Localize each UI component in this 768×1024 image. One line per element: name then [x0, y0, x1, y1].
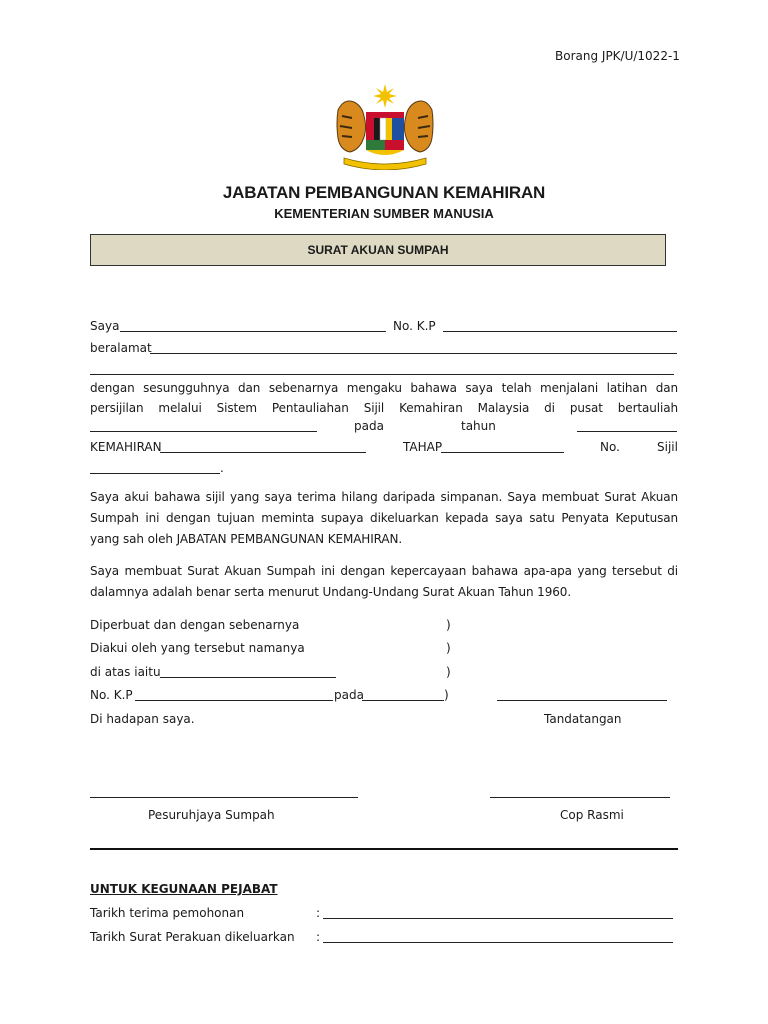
form-title: SURAT AKUAN SUMPAH: [307, 243, 449, 257]
sign-date-field[interactable]: [362, 700, 444, 701]
commissioner-signature-field[interactable]: [90, 797, 358, 798]
pesuruhjaya-label: Pesuruhjaya Sumpah: [148, 808, 275, 822]
training-centre-field[interactable]: [90, 431, 317, 432]
address-field-2[interactable]: [90, 374, 674, 375]
department-title: JABATAN PEMBANGUNAN KEMAHIRAN: [222, 183, 546, 202]
diakui-label: Diakui oleh yang tersebut namanya: [90, 641, 305, 655]
place-field[interactable]: [160, 677, 336, 678]
tahun-label: tahun: [461, 419, 496, 433]
no-kp-label: No. K.P: [393, 319, 436, 333]
tandatangan-label: Tandatangan: [544, 712, 622, 726]
year-field[interactable]: [577, 431, 677, 432]
form-code: Borang JPK/U/1022-1: [555, 49, 680, 63]
no-label: No.: [600, 440, 620, 454]
di-hadapan-label: Di hadapan saya.: [90, 712, 195, 726]
date-received-label: Tarikh terima pemohonan: [90, 906, 245, 920]
kemahiran-label: KEMAHIRAN: [90, 440, 162, 454]
period-mark: .: [220, 461, 224, 475]
colon-2: :: [316, 930, 321, 944]
skill-field[interactable]: [160, 452, 366, 453]
form-title-box: [90, 234, 666, 266]
declaration-paragraph: dengan sesungguhnya dan sebenarnya mengaku bahawa saya telah menjalani latihan dan persijilan melalui Sistem Pentauliahan Sijil Kemahiran Malaysia di pusat bertauliah: [90, 381, 678, 415]
saya-label: Saya: [90, 319, 120, 333]
date-issued-label: Tarikh Surat Perakuan dikeluarkan: [90, 930, 295, 944]
level-field[interactable]: [441, 452, 564, 453]
name-field[interactable]: [120, 331, 386, 332]
tahap-label: TAHAP: [403, 440, 443, 454]
paren-3: ): [446, 665, 451, 679]
sijil-label: Sijil: [657, 440, 678, 454]
sign-no-kp-label: No. K.P: [90, 688, 133, 702]
paren-4: ): [444, 688, 449, 702]
colon-1: :: [316, 906, 321, 920]
di-atas-label: di atas iaitu: [90, 665, 161, 679]
beralamat-label: beralamat: [90, 341, 152, 355]
signature-field[interactable]: [497, 700, 667, 701]
belief-statement-paragraph: Saya membuat Surat Akuan Sumpah ini dengan kepercayaan bahawa apa-apa yang tersebut di dalamnya adalah benar serta menurut Undang-Undang Surat Akuan Tahun 1960.: [90, 564, 678, 599]
cop-rasmi-label: Cop Rasmi: [560, 808, 624, 822]
paren-2: ): [446, 641, 451, 655]
address-field-1[interactable]: [150, 353, 677, 354]
pada-label: pada: [354, 419, 384, 433]
sign-pada-label: pada: [334, 688, 364, 702]
malaysia-coat-of-arms-icon: [330, 80, 440, 170]
sign-ic-field[interactable]: [135, 700, 333, 701]
date-issued-field[interactable]: [323, 942, 673, 943]
loss-statement-paragraph: Saya akui bahawa sijil yang saya terima hilang daripada simpanan. Saya membuat Surat Akuan Sumpah ini dengan tujuan meminta supaya dikeluarkan kepada saya satu Penyata Keputusan yang sah oleh JABATAN PEMBANGUNAN KEMAHIRAN.: [90, 490, 678, 546]
official-stamp-field[interactable]: [490, 797, 670, 798]
section-divider: [90, 848, 678, 850]
date-received-field[interactable]: [323, 918, 673, 919]
certificate-number-field[interactable]: [90, 473, 220, 474]
office-use-heading: UNTUK KEGUNAAN PEJABAT: [90, 882, 278, 896]
ic-number-field[interactable]: [443, 331, 677, 332]
paren-1: ): [446, 618, 451, 632]
ministry-title: KEMENTERIAN SUMBER MANUSIA: [274, 206, 494, 221]
diperbuat-label: Diperbuat dan dengan sebenarnya: [90, 618, 300, 632]
